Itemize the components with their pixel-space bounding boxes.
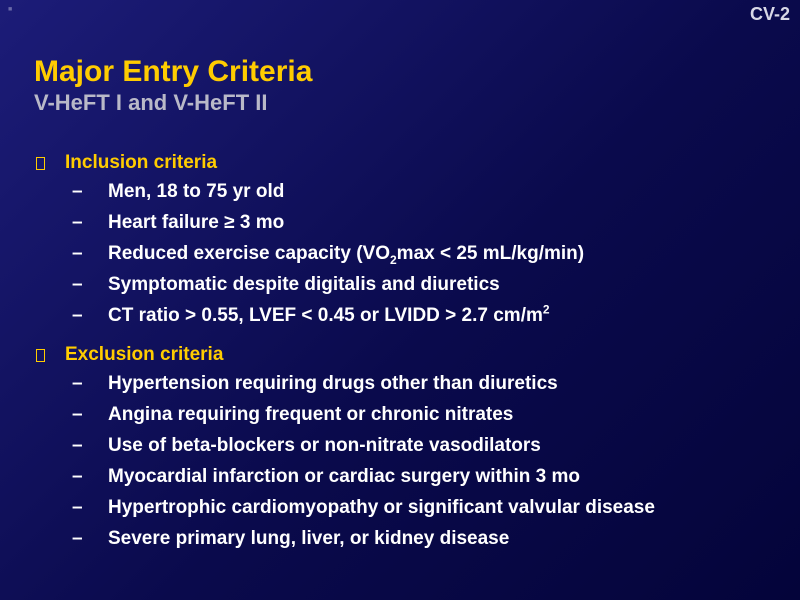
list-item	[36, 300, 584, 331]
dash-bullet: –	[72, 404, 83, 425]
item-text-post: max < 25 mL/kg/min)	[396, 243, 585, 264]
dash-bullet: –	[72, 497, 83, 518]
slide-id: CV-2	[749, 4, 790, 24]
exclusion-label: Exclusion criteria	[65, 344, 224, 365]
square-bullet-icon	[36, 157, 45, 170]
dash-bullet: –	[72, 373, 83, 394]
list-item	[36, 207, 584, 238]
inclusion-label: Inclusion criteria	[65, 152, 218, 173]
inclusion-header	[36, 150, 584, 176]
list-item	[36, 461, 655, 492]
dash-bullet: –	[72, 243, 83, 264]
inclusion-section	[36, 150, 584, 331]
item-text	[108, 300, 550, 331]
item-text: Symptomatic despite digitalis and diuretics	[108, 274, 500, 295]
corner-mark: ■	[8, 6, 13, 13]
dash-bullet: –	[72, 528, 83, 549]
exclusion-header	[36, 342, 655, 368]
list-item	[36, 430, 655, 461]
item-text	[108, 238, 584, 269]
exclusion-list	[36, 368, 655, 554]
item-text: Severe primary lung, liver, or kidney disease	[108, 528, 510, 549]
slide-subtitle: V-HeFT I and V-HeFT II	[34, 90, 268, 115]
list-item	[36, 399, 655, 430]
dash-bullet: –	[72, 181, 83, 202]
item-text: Angina requiring frequent or chronic nitrates	[108, 404, 514, 425]
item-subscript: 2	[389, 252, 397, 267]
item-text: Use of beta-blockers or non-nitrate vasodilators	[108, 435, 541, 456]
list-item	[36, 368, 655, 399]
item-text: Hypertrophic cardiomyopathy or significant valvular disease	[108, 497, 655, 518]
list-item	[36, 269, 584, 300]
list-item	[36, 492, 655, 523]
dash-bullet: –	[72, 274, 83, 295]
dash-bullet: –	[72, 466, 83, 487]
square-bullet-icon	[36, 349, 45, 362]
item-text: Heart failure ≥ 3 mo	[108, 212, 285, 233]
list-item	[36, 238, 584, 269]
item-text: Myocardial infarction or cardiac surgery within 3 mo	[108, 466, 580, 487]
item-superscript: 2	[542, 302, 550, 317]
item-text-pre: CT ratio > 0.55, LVEF < 0.45 or LVIDD > 2.7 cm/m	[108, 305, 543, 326]
item-text: Hypertension requiring drugs other than diuretics	[108, 373, 558, 394]
list-item	[36, 523, 655, 554]
item-text-pre: Reduced exercise capacity (VO	[108, 243, 390, 264]
dash-bullet: –	[72, 435, 83, 456]
inclusion-list	[36, 176, 584, 331]
title-block	[34, 56, 312, 116]
dash-bullet: –	[72, 305, 83, 326]
dash-bullet: –	[72, 212, 83, 233]
item-text: Men, 18 to 75 yr old	[108, 181, 285, 202]
slide-title: Major Entry Criteria	[34, 55, 313, 88]
list-item	[36, 176, 584, 207]
exclusion-section	[36, 342, 655, 554]
